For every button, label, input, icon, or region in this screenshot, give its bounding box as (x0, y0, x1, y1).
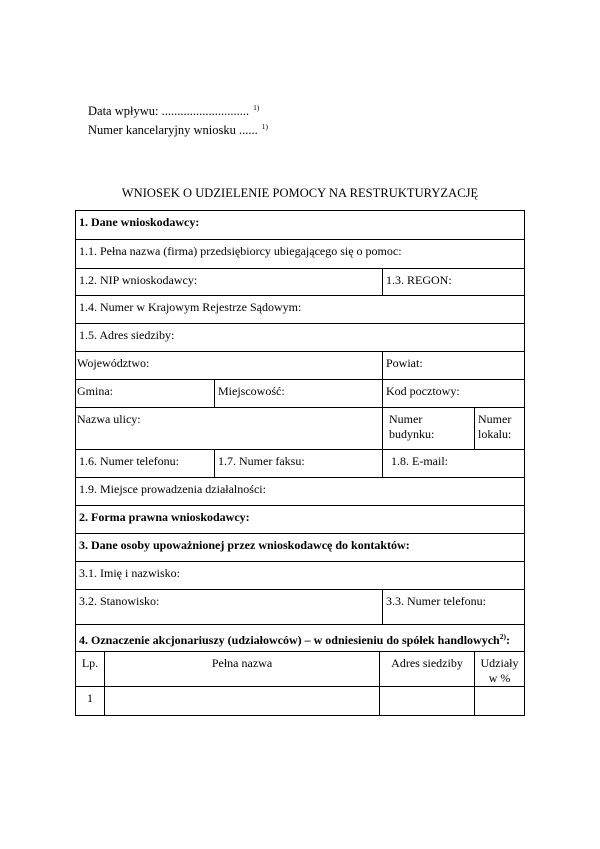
column-header-full-name: Pełna nazwa (105, 652, 380, 687)
receipt-date-line (88, 100, 268, 119)
section-2-heading: 2. Forma prawna wnioskodawcy: (76, 506, 525, 534)
street-field[interactable]: Nazwa ulicy: (76, 408, 383, 450)
email-field[interactable]: 1.8. E-mail: (383, 450, 525, 478)
full-name-field[interactable]: 1.1. Pełna nazwa (firma) przedsiębiorcy ubiegającego się o pomoc: (76, 240, 525, 269)
table-cell-shares[interactable] (475, 687, 525, 716)
section-4-heading (76, 625, 525, 652)
registry-number-footnote: 1) (261, 122, 269, 131)
receipt-date-footnote: 1) (253, 103, 260, 112)
locality-field[interactable]: Miejscowość: (215, 380, 383, 408)
phone-field[interactable]: 1.6. Numer telefonu: (76, 450, 215, 478)
document-title: WNIOSEK O UDZIELENIE POMOCY NA RESTRUKTURYZACJĘ (121, 186, 479, 200)
krs-number-field[interactable]: 1.4. Numer w Krajowym Rejestrze Sądowym: (76, 296, 525, 324)
column-header-address: Adres siedziby (380, 652, 475, 687)
section-3-heading: 3. Dane osoby upoważnionej przez wnioskodawcę do kontaktów: (76, 534, 525, 562)
contact-phone-field[interactable]: 3.3. Numer telefonu: (383, 590, 525, 625)
fax-field[interactable]: 1.7. Numer faksu: (215, 450, 383, 478)
commune-field[interactable]: Gmina: (76, 380, 215, 408)
regon-field[interactable]: 1.3. REGON: (383, 269, 525, 296)
contact-name-field[interactable]: 3.1. Imię i nazwisko: (76, 562, 525, 590)
section-4-colon: : (505, 633, 510, 647)
receipt-date-label: Data wpływu: ............................ (88, 104, 250, 118)
unit-number-field[interactable]: Numer lokalu: (475, 408, 525, 450)
document-header (88, 100, 268, 138)
postal-code-field[interactable]: Kod pocztowy: (383, 380, 525, 408)
registry-number-label: Numer kancelaryjny wniosku ...... (88, 123, 258, 137)
column-header-lp: Lp. (76, 652, 105, 687)
registry-number-line (88, 119, 268, 138)
table-row-lp: 1 (76, 687, 105, 716)
business-place-field[interactable]: 1.9. Miejsce prowadzenia działalności: (76, 478, 525, 506)
contact-position-field[interactable]: 3.2. Stanowisko: (76, 590, 383, 625)
building-number-field[interactable]: Numer budynku: (383, 408, 475, 450)
voivodeship-field[interactable]: Województwo: (76, 352, 383, 380)
section-1-heading: 1. Dane wnioskodawcy: (76, 211, 525, 240)
table-cell-address[interactable] (380, 687, 475, 716)
section-4-footnote: 2) (499, 632, 506, 641)
address-section-label: 1.5. Adres siedziby: (76, 324, 525, 352)
table-cell-full-name[interactable] (105, 687, 380, 716)
application-form (75, 210, 525, 716)
section-4-heading-text: 4. Oznaczenie akcjonariuszy (udziałowców) – w odniesieniu do spółek handlowych (79, 633, 500, 647)
county-field[interactable]: Powiat: (383, 352, 525, 380)
column-header-shares: Udziały w % (475, 652, 525, 687)
nip-field[interactable]: 1.2. NIP wnioskodawcy: (76, 269, 383, 296)
